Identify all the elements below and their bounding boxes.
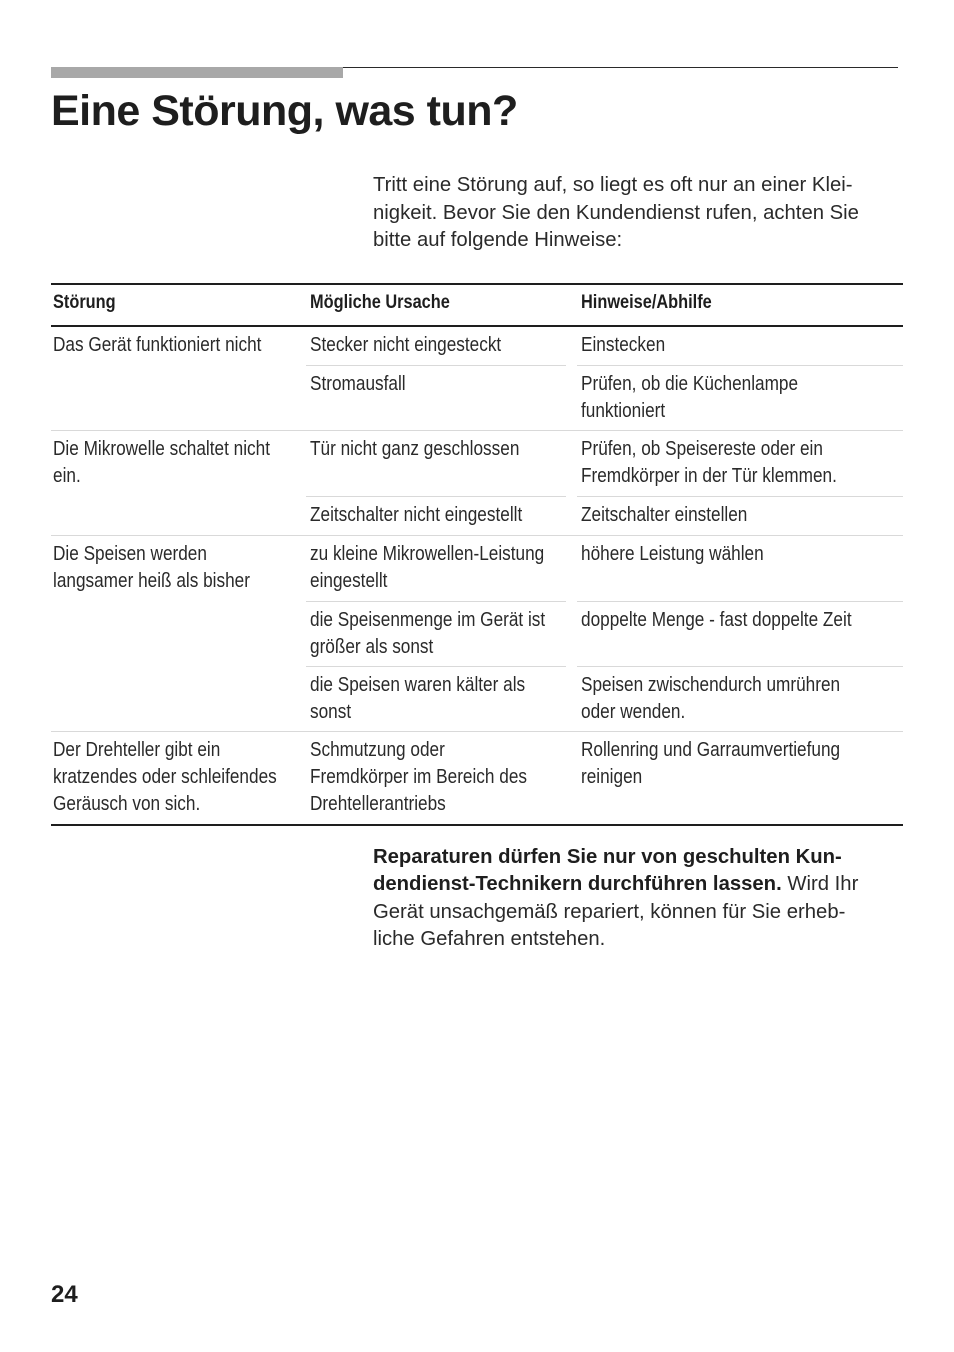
abhilfe-cell: Prüfen, ob die Küchenlampe funktioniert xyxy=(581,373,799,422)
abhilfe-cell: Rollenring und Garraumvertiefung reinigen xyxy=(581,739,841,788)
stoerung-cell: Die Speisen werden langsamer heiß als bisher xyxy=(53,543,250,592)
ursache-cell: die Speisen waren kälter als sonst xyxy=(310,674,526,723)
row-divider xyxy=(577,365,903,366)
stoerung-cell: Der Drehteller gibt ein kratzendes oder schleifendes Geräusch von sich. xyxy=(53,739,277,815)
abhilfe-cell: Zeitschalter einstellen xyxy=(581,504,748,526)
row-divider xyxy=(577,666,903,667)
row-divider xyxy=(306,601,566,602)
row-divider xyxy=(577,601,903,602)
row-divider xyxy=(306,365,566,366)
table-body xyxy=(51,327,903,826)
stoerung-cell: Das Gerät funktioniert nicht xyxy=(53,334,262,356)
row-divider xyxy=(51,430,903,431)
ursache-cell: Schmutzung oder Fremdkörper im Bereich des Drehtellerantriebs xyxy=(310,739,527,815)
warning-text: Wird Ihr xyxy=(781,873,859,896)
abhilfe-cell: Prüfen, ob Speisereste oder ein Fremdkörper in der Tür klemmen. xyxy=(581,438,837,487)
ursache-cell: Stecker nicht eingesteckt xyxy=(310,334,502,356)
troubleshooting-table xyxy=(51,283,903,826)
ursache-cell: Zeitschalter nicht eingestellt xyxy=(310,504,523,526)
warning-text: liche Gefahren entstehen. xyxy=(373,927,606,950)
row-divider xyxy=(306,666,566,667)
page-title: Eine Störung, was tun? xyxy=(51,87,518,135)
header-ursache: Mögliche Ursache xyxy=(310,292,450,313)
header-accent-bar xyxy=(51,67,343,78)
abhilfe-cell: höhere Leistung wählen xyxy=(581,543,764,565)
abhilfe-cell: doppelte Menge - fast doppelte Zeit xyxy=(581,609,852,631)
row-divider xyxy=(306,496,566,497)
abhilfe-cell: Einstecken xyxy=(581,334,666,356)
table-header xyxy=(51,283,903,327)
stoerung-cell: Die Mikrowelle schaltet nicht ein. xyxy=(53,438,271,487)
page-number: 24 xyxy=(51,1281,78,1308)
row-divider xyxy=(577,496,903,497)
warning-bold: dendienst-Technikern durchführen lassen. xyxy=(373,873,782,896)
ursache-cell: Tür nicht ganz geschlossen xyxy=(310,438,520,460)
intro-line: Tritt eine Störung auf, so liegt es oft nur an einer Klei- xyxy=(373,174,853,196)
intro-line: bitte auf folgende Hinweise: xyxy=(373,229,623,251)
ursache-cell: die Speisenmenge im Gerät ist größer als sonst xyxy=(310,609,546,658)
header-abhilfe: Hinweise/Abhilfe xyxy=(581,292,712,313)
ursache-cell: zu kleine Mikrowellen-Leistung eingestellt xyxy=(310,543,545,592)
warning-bold: Reparaturen dürfen Sie nur von geschulten Kun- xyxy=(373,846,842,868)
warning-text: Gerät unsachgemäß repariert, können für Sie erheb- xyxy=(373,900,846,923)
row-divider xyxy=(51,535,903,536)
header-stoerung: Störung xyxy=(53,292,116,313)
ursache-cell: Stromausfall xyxy=(310,373,406,395)
repair-warning xyxy=(373,844,913,953)
intro-line: nigkeit. Bevor Sie den Kundendienst rufen, achten Sie xyxy=(373,201,859,224)
intro-paragraph xyxy=(373,172,903,255)
abhilfe-cell: Speisen zwischendurch umrühren oder wenden. xyxy=(581,674,841,723)
row-divider xyxy=(51,731,903,732)
